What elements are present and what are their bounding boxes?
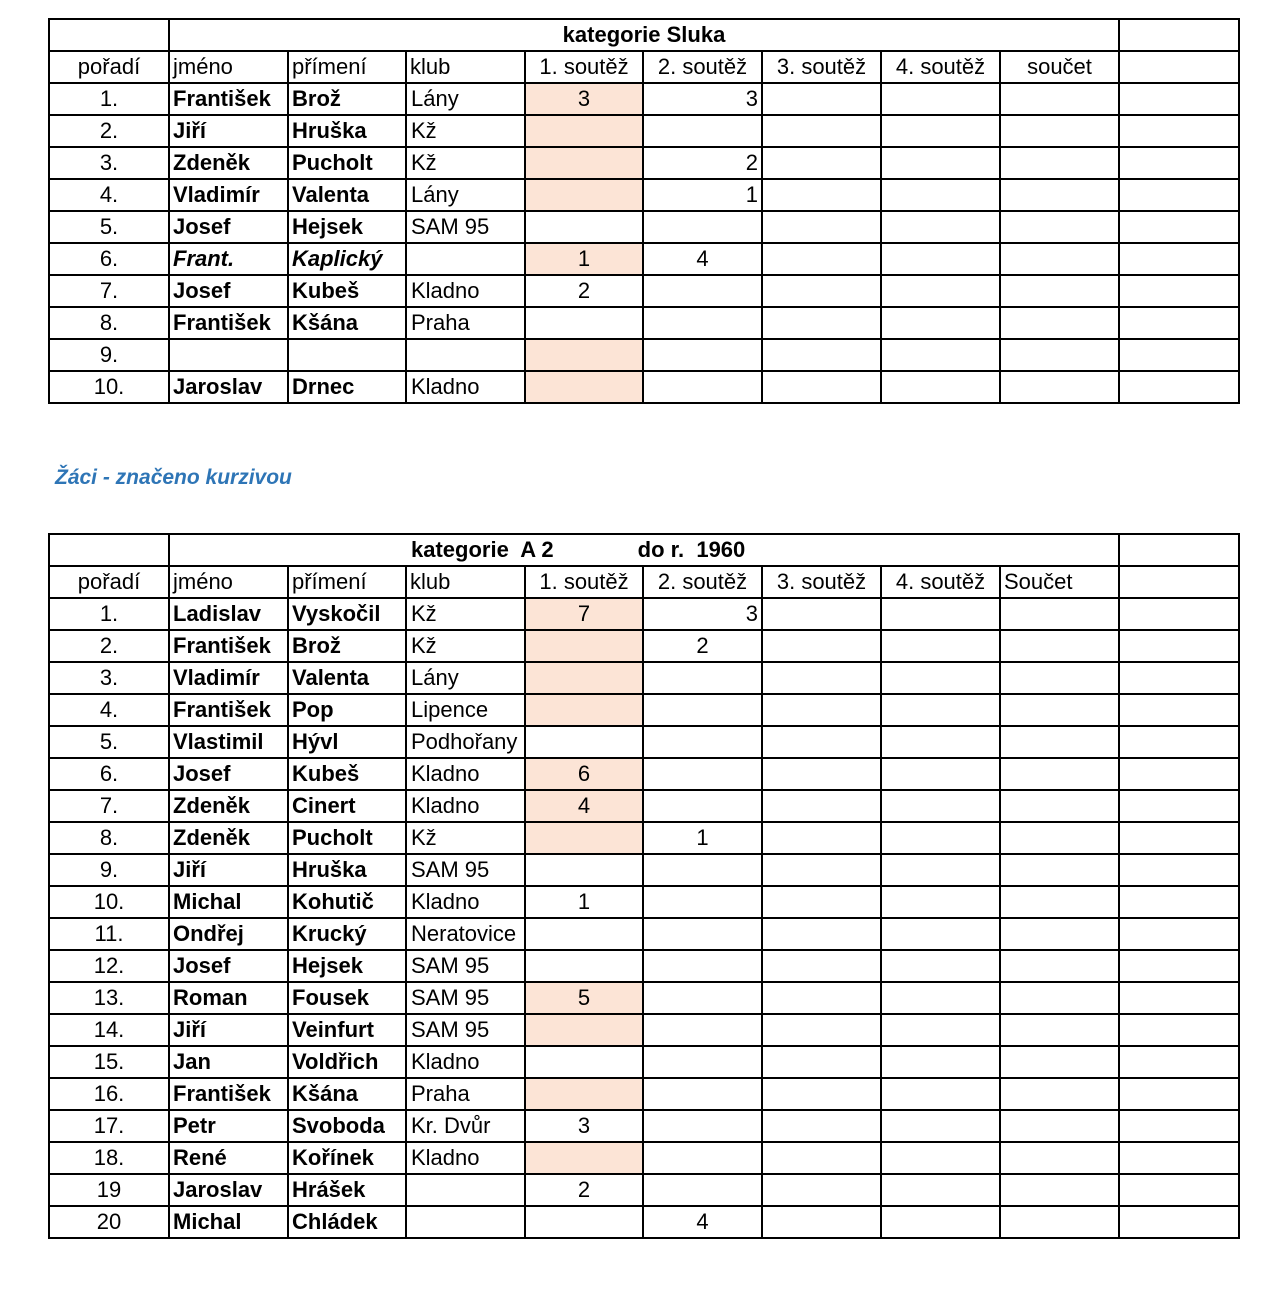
score2-cell: 2 [643,147,762,179]
score2-cell: 1 [643,179,762,211]
score1-cell [525,662,643,694]
score1-cell: 3 [525,1110,643,1142]
col-header-sum: součet [1000,51,1119,83]
club-cell: Kladno [406,275,525,307]
table-title [169,534,1119,566]
club-cell: SAM 95 [406,854,525,886]
score2-cell: 3 [643,598,762,630]
name-cell: Zdeněk [169,147,288,179]
score1-cell [525,147,643,179]
club-cell: Kž [406,822,525,854]
score1-cell [525,854,643,886]
club-cell: Praha [406,1078,525,1110]
col-header-surname: přímení [288,566,406,598]
table-row [49,1206,1239,1238]
col-header-rank: pořadí [49,51,169,83]
col-header-club: klub [406,566,525,598]
score2-cell [643,1142,762,1174]
name-cell: František [169,83,288,115]
name-cell: Vladimír [169,662,288,694]
surname-cell: Pucholt [288,822,406,854]
club-cell: Kž [406,147,525,179]
rank-cell: 3. [49,662,169,694]
name-cell: František [169,307,288,339]
score1-cell: 4 [525,790,643,822]
club-cell: Neratovice [406,918,525,950]
score2-cell [643,1046,762,1078]
surname-cell: Drnec [288,371,406,403]
table-row [49,179,1239,211]
rank-cell: 13. [49,982,169,1014]
score2-cell [643,886,762,918]
club-cell: Kladno [406,886,525,918]
score1-cell [525,371,643,403]
header-row [49,566,1239,598]
surname-cell: Brož [288,630,406,662]
score1-cell [525,115,643,147]
score1-cell [525,822,643,854]
title-row [49,534,1239,566]
table-row [49,339,1239,371]
rank-cell: 1. [49,83,169,115]
name-cell: Zdeněk [169,790,288,822]
name-cell: Vlastimil [169,726,288,758]
surname-cell: Kořínek [288,1142,406,1174]
name-cell: Josef [169,211,288,243]
score2-cell [643,694,762,726]
table-row [49,886,1239,918]
surname-cell: Hruška [288,115,406,147]
score1-cell [525,1014,643,1046]
table-row [49,371,1239,403]
name-cell: Petr [169,1110,288,1142]
col-header-s1: 1. soutěž [525,566,643,598]
table-row [49,211,1239,243]
surname-cell: Hývl [288,726,406,758]
score1-cell: 2 [525,275,643,307]
juniors-note: Žáci - značeno kurzivou [55,466,292,489]
score2-cell [643,115,762,147]
score2-cell [643,854,762,886]
score1-cell [525,726,643,758]
score1-cell [525,950,643,982]
score1-cell [525,1046,643,1078]
name-cell: Jaroslav [169,1174,288,1206]
surname-cell: Kubeš [288,275,406,307]
score2-cell: 4 [643,243,762,275]
surname-cell: Voldřich [288,1046,406,1078]
table-row [49,726,1239,758]
score1-cell: 7 [525,598,643,630]
rank-cell: 8. [49,307,169,339]
name-cell: Michal [169,1206,288,1238]
category-label: kategorie A 2 [411,537,554,562]
rank-cell: 5. [49,726,169,758]
score2-cell [643,1174,762,1206]
table-row [49,1174,1239,1206]
score2-cell [643,1110,762,1142]
name-cell: Michal [169,886,288,918]
a2-table [48,533,1240,1239]
score1-cell: 1 [525,243,643,275]
surname-cell: Veinfurt [288,1014,406,1046]
table-row [49,243,1239,275]
name-cell: Vladimír [169,179,288,211]
surname-cell: Svoboda [288,1110,406,1142]
score2-cell [643,790,762,822]
rank-cell: 17. [49,1110,169,1142]
name-cell: Ladislav [169,598,288,630]
name-cell: Jaroslav [169,371,288,403]
surname-cell: Pucholt [288,147,406,179]
rank-cell: 18. [49,1142,169,1174]
table-row [49,147,1239,179]
score1-cell [525,211,643,243]
score2-cell [643,726,762,758]
surname-cell: Kohutič [288,886,406,918]
name-cell: František [169,1078,288,1110]
score2-cell: 3 [643,83,762,115]
name-cell: Frant. [169,243,288,275]
name-cell: Ondřej [169,918,288,950]
sluka-table [48,18,1240,404]
rank-cell: 15. [49,1046,169,1078]
name-cell: František [169,694,288,726]
score1-cell [525,179,643,211]
rank-cell: 6. [49,758,169,790]
name-cell: Roman [169,982,288,1014]
name-cell: Josef [169,275,288,307]
club-cell: Lány [406,662,525,694]
table-row [49,307,1239,339]
surname-cell: Kšána [288,1078,406,1110]
score2-cell [643,918,762,950]
surname-cell: Hrášek [288,1174,406,1206]
score1-cell [525,694,643,726]
score2-cell [643,950,762,982]
score2-cell [643,662,762,694]
table-row [49,822,1239,854]
surname-cell [288,339,406,371]
col-header-rank: pořadí [49,566,169,598]
rank-cell: 14. [49,1014,169,1046]
score2-cell [643,1014,762,1046]
table-row [49,1142,1239,1174]
score2-cell: 1 [643,822,762,854]
col-header-s1: 1. soutěž [525,51,643,83]
score2-cell [643,982,762,1014]
rank-cell: 12. [49,950,169,982]
rank-cell: 16. [49,1078,169,1110]
club-cell: Kž [406,630,525,662]
surname-cell: Brož [288,83,406,115]
club-cell [406,1206,525,1238]
club-cell: Lipence [406,694,525,726]
rank-cell: 11. [49,918,169,950]
score2-cell [643,211,762,243]
surname-cell: Kšána [288,307,406,339]
col-header-s3: 3. soutěž [762,51,881,83]
score2-cell [643,371,762,403]
table-row [49,758,1239,790]
club-cell: Lány [406,83,525,115]
table-row [49,598,1239,630]
name-cell: Jan [169,1046,288,1078]
surname-cell: Hruška [288,854,406,886]
rank-cell: 4. [49,179,169,211]
name-cell: René [169,1142,288,1174]
score1-cell [525,307,643,339]
score2-cell: 4 [643,1206,762,1238]
score1-cell [525,1078,643,1110]
surname-cell: Krucký [288,918,406,950]
rank-cell: 2. [49,630,169,662]
rank-cell: 19 [49,1174,169,1206]
rank-cell: 7. [49,275,169,307]
name-cell: Jiří [169,1014,288,1046]
score2-cell [643,275,762,307]
score1-cell [525,339,643,371]
score2-cell [643,758,762,790]
col-header-name: jméno [169,51,288,83]
table-row [49,1078,1239,1110]
name-cell: Zdeněk [169,822,288,854]
col-header-surname: přímení [288,51,406,83]
club-cell: Podhořany [406,726,525,758]
rank-cell: 3. [49,147,169,179]
col-header-s4: 4. soutěž [881,566,1000,598]
score1-cell: 6 [525,758,643,790]
table-row [49,1046,1239,1078]
table-title: kategorie Sluka [169,19,1119,51]
rank-cell: 1. [49,598,169,630]
col-header-club: klub [406,51,525,83]
score1-cell [525,1206,643,1238]
name-cell [169,339,288,371]
name-cell: Jiří [169,115,288,147]
table-row [49,630,1239,662]
rank-cell: 4. [49,694,169,726]
col-header-s3: 3. soutěž [762,566,881,598]
col-header-s2: 2. soutěž [643,566,762,598]
surname-cell: Vyskočil [288,598,406,630]
header-row [49,51,1239,83]
club-cell: Kladno [406,371,525,403]
score2-cell [643,339,762,371]
club-cell [406,339,525,371]
table-row [49,662,1239,694]
score2-cell [643,307,762,339]
score1-cell: 1 [525,886,643,918]
table-row [49,950,1239,982]
club-cell: SAM 95 [406,950,525,982]
club-cell: Kž [406,598,525,630]
col-header-s2: 2. soutěž [643,51,762,83]
rank-cell: 7. [49,790,169,822]
club-cell: SAM 95 [406,1014,525,1046]
score1-cell [525,918,643,950]
club-cell: Praha [406,307,525,339]
club-cell: Lány [406,179,525,211]
score1-cell [525,1142,643,1174]
club-cell [406,243,525,275]
rank-cell: 2. [49,115,169,147]
title-row [49,19,1239,51]
rank-cell: 20 [49,1206,169,1238]
table-row [49,854,1239,886]
score1-cell: 2 [525,1174,643,1206]
score1-cell: 3 [525,83,643,115]
table-row [49,694,1239,726]
club-cell: SAM 95 [406,982,525,1014]
rank-cell: 10. [49,886,169,918]
surname-cell: Fousek [288,982,406,1014]
surname-cell: Kaplický [288,243,406,275]
rank-cell: 9. [49,854,169,886]
col-header-name: jméno [169,566,288,598]
score1-cell [525,630,643,662]
club-cell: Kladno [406,790,525,822]
score2-cell [643,1078,762,1110]
col-header-sum: Součet [1000,566,1119,598]
surname-cell: Pop [288,694,406,726]
surname-cell: Cinert [288,790,406,822]
score2-cell: 2 [643,630,762,662]
club-cell: SAM 95 [406,211,525,243]
surname-cell: Chládek [288,1206,406,1238]
table-row [49,83,1239,115]
name-cell: Josef [169,950,288,982]
table-row [49,918,1239,950]
club-cell: Kladno [406,758,525,790]
rank-cell: 9. [49,339,169,371]
rank-cell: 6. [49,243,169,275]
year-label: do r. 1960 [637,537,746,562]
col-header-s4: 4. soutěž [881,51,1000,83]
club-cell: Kž [406,115,525,147]
surname-cell: Kubeš [288,758,406,790]
surname-cell: Valenta [288,179,406,211]
table-row [49,790,1239,822]
surname-cell: Hejsek [288,211,406,243]
club-cell: Kr. Dvůr [406,1110,525,1142]
table-row [49,115,1239,147]
club-cell [406,1174,525,1206]
surname-cell: Hejsek [288,950,406,982]
table-row [49,1014,1239,1046]
name-cell: František [169,630,288,662]
club-cell: Kladno [406,1142,525,1174]
name-cell: Josef [169,758,288,790]
rank-cell: 8. [49,822,169,854]
table-row [49,275,1239,307]
club-cell: Kladno [406,1046,525,1078]
name-cell: Jiří [169,854,288,886]
surname-cell: Valenta [288,662,406,694]
rank-cell: 10. [49,371,169,403]
table-row [49,1110,1239,1142]
table-row [49,982,1239,1014]
rank-cell: 5. [49,211,169,243]
score1-cell: 5 [525,982,643,1014]
